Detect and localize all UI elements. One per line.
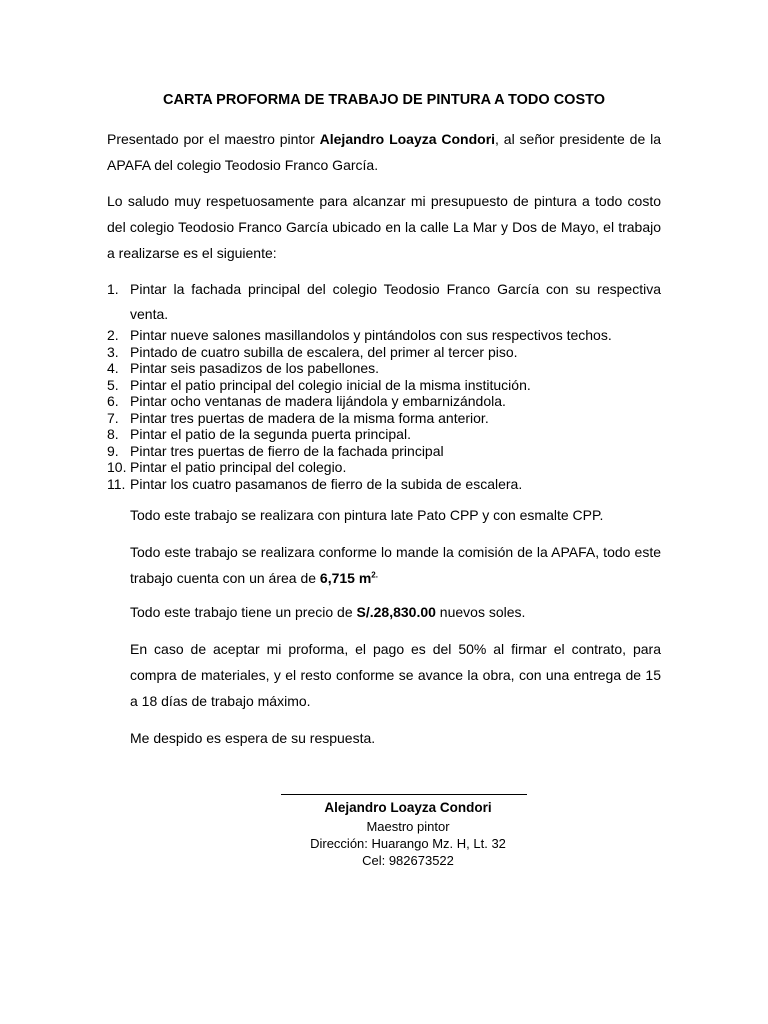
price-prefix: Todo este trabajo tiene un precio de (130, 604, 357, 620)
list-item-number: 11. (107, 475, 126, 492)
intro-painter-name: Alejandro Loayza Condori (319, 131, 496, 147)
list-item-number: 5. (107, 376, 119, 393)
list-item-number: 8. (107, 426, 119, 442)
list-item (107, 459, 661, 476)
intro-prefix: Presentado por el maestro pintor (107, 131, 320, 147)
list-item (107, 327, 661, 344)
intro-paragraph (107, 126, 661, 178)
price-value: S/.28,830.00 (356, 604, 436, 620)
list-item (107, 393, 661, 410)
list-item (107, 277, 661, 327)
price-paragraph (130, 599, 661, 625)
signature-name: Alejandro Loayza Condori (324, 800, 492, 815)
list-item (107, 344, 661, 361)
signature-role: Maestro pintor (366, 819, 450, 834)
signature-line (281, 794, 527, 795)
list-item-number: 7. (107, 409, 119, 426)
area-unit-superscript: 2. (371, 570, 378, 580)
list-item-number: 1. (107, 281, 119, 297)
list-item-text: Pintar tres puertas de madera de la misma forma anterior. (130, 409, 489, 426)
list-item-number: 4. (107, 360, 119, 376)
closing-line: Me despido es espera de su respuesta. (130, 730, 376, 746)
paint-note: Todo este trabajo se realizara con pintura late Pato CPP y con esmalte CPP. (130, 507, 604, 523)
list-item (107, 443, 661, 460)
greeting-paragraph: Lo saludo muy respetuosamente para alcanzar mi presupuesto de pintura a todo costo del colegio Teodosio Franco García ubicado en la calle La Mar y Dos de Mayo, el trabajo a realizarse es el siguiente: (107, 193, 661, 261)
signature-address: Dirección: Huarango Mz. H, Lt. 32 (310, 836, 506, 851)
list-item-text: Pintar ocho ventanas de madera lijándola y embarnizándola. (130, 393, 506, 409)
list-item-number: 2. (107, 327, 119, 343)
work-items-list (107, 277, 661, 492)
list-item-text: Pintar el patio principal del colegio. (130, 459, 347, 475)
list-item-text: Pintar los cuatro pasamanos de fierro de la subida de escalera. (130, 475, 523, 492)
list-item (107, 476, 661, 493)
list-item-text: Pintar nueve salones masillandolos y pintándolos con sus respectivos techos. (130, 327, 612, 343)
list-item-text: Pintar el patio principal del colegio inicial de la misma institución. (130, 376, 531, 393)
area-prefix: Todo este trabajo se realizara conforme lo mande la comisión de la APAFA, todo este trabajo cuenta con un área de (130, 544, 661, 586)
list-item (107, 377, 661, 394)
signature-phone: Cel: 982673522 (362, 853, 454, 868)
list-item-text: Pintar el patio de la segunda puerta principal. (130, 426, 411, 442)
list-item-number: 3. (107, 343, 119, 360)
list-item-number: 10. (107, 459, 127, 475)
list-item-number: 9. (107, 442, 119, 459)
list-item-text: Pintar la fachada principal del colegio Teodosio Franco García con su respectiva venta. (130, 281, 661, 322)
list-item-text: Pintado de cuatro subilla de escalera, del primer al tercer piso. (130, 343, 518, 360)
list-item (107, 426, 661, 443)
area-paragraph (130, 539, 661, 591)
area-value: 6,715 m (319, 570, 372, 586)
list-item (107, 410, 661, 427)
list-item-number: 6. (107, 393, 119, 409)
letter-title: CARTA PROFORMA DE TRABAJO DE PINTURA A TODO COSTO (163, 92, 605, 108)
list-item-text: Pintar seis pasadizos de los pabellones. (130, 360, 380, 376)
list-item-text: Pintar tres puertas de fierro de la fachada principal (130, 442, 444, 459)
price-suffix: nuevos soles. (435, 604, 526, 620)
intro-suffix: , al señor presidente de la APAFA del colegio Teodosio Franco García. (107, 131, 661, 173)
payment-paragraph: En caso de aceptar mi proforma, el pago es del 50% al firmar el contrato, para compra de materiales, y el resto conforme se avance la obra, con una entrega de 15 a 18 días de trabajo máximo. (130, 641, 661, 709)
list-item (107, 360, 661, 377)
